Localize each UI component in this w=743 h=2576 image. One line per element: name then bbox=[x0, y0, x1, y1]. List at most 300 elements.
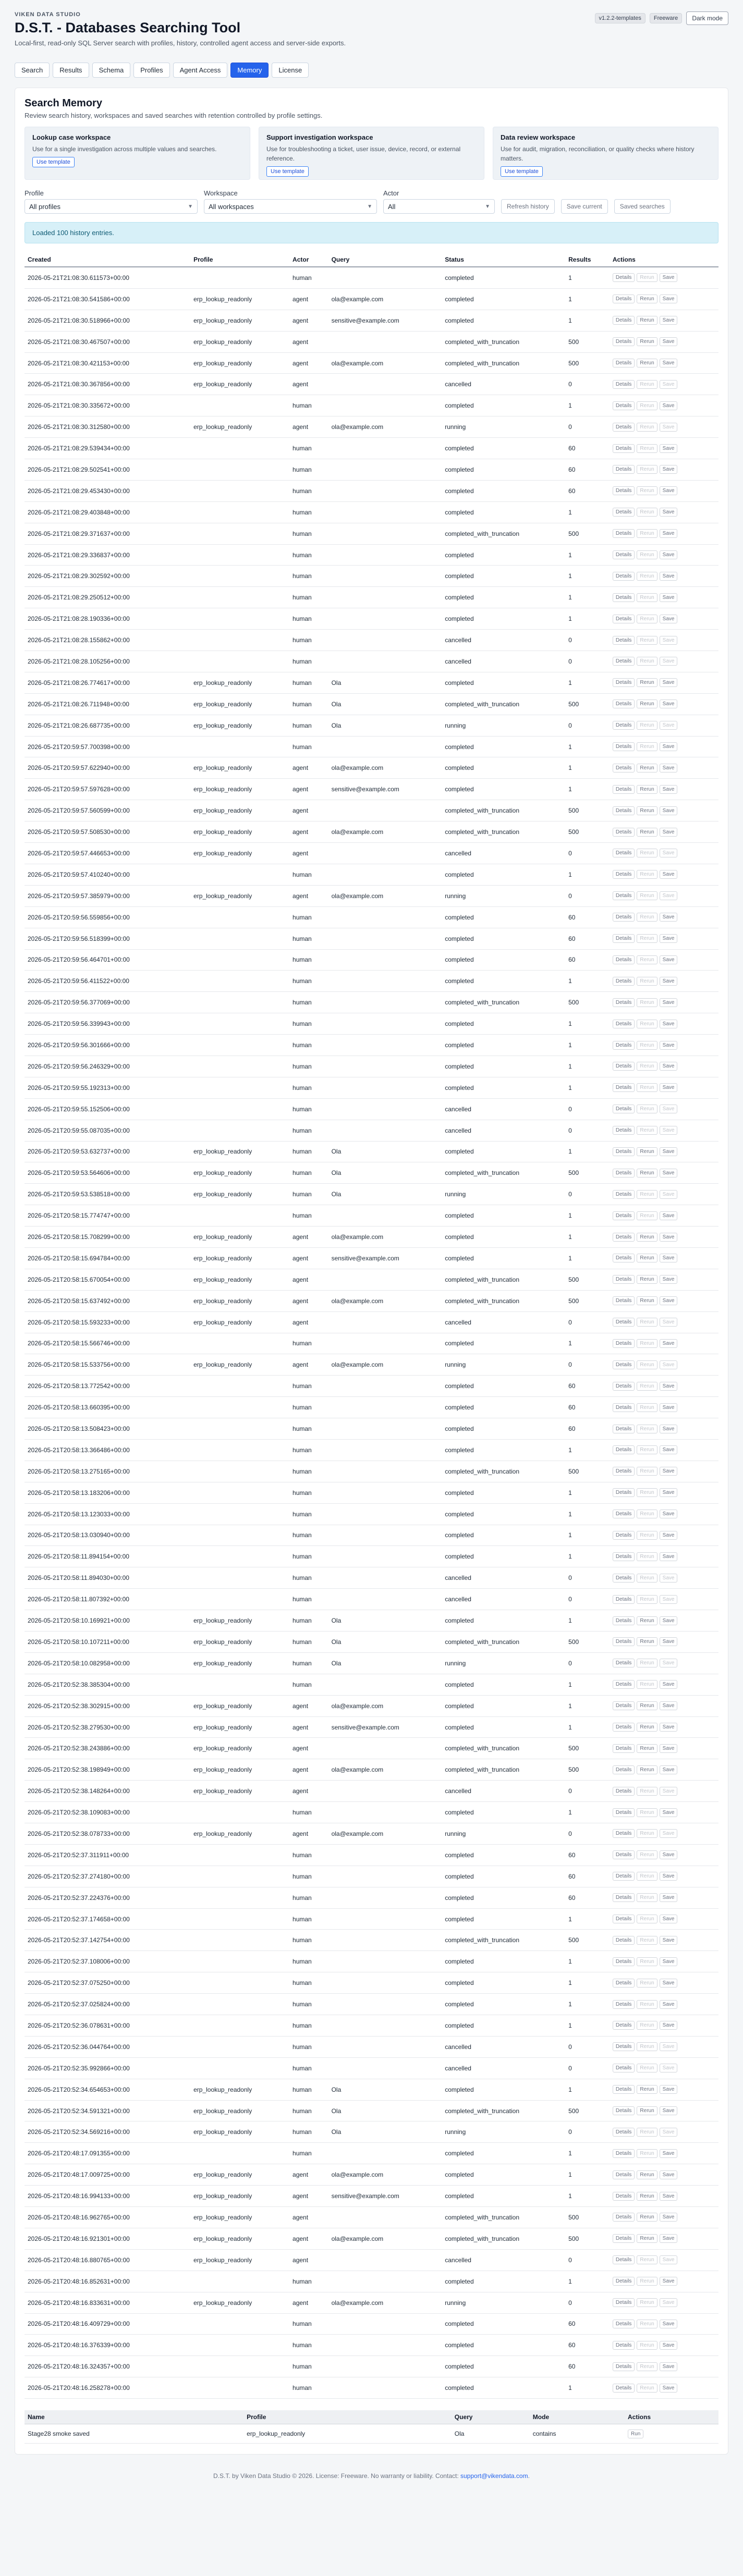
details-button[interactable]: Details bbox=[613, 423, 635, 432]
save-button[interactable]: Save bbox=[660, 1425, 678, 1433]
rerun-button[interactable]: Rerun bbox=[637, 1701, 657, 1710]
actor-select[interactable] bbox=[383, 199, 495, 214]
rerun-button[interactable]: Rerun bbox=[637, 423, 657, 432]
details-button[interactable]: Details bbox=[613, 2106, 635, 2115]
rerun-button[interactable]: Rerun bbox=[637, 1445, 657, 1454]
rerun-button[interactable]: Rerun bbox=[637, 1339, 657, 1348]
save-current-button[interactable]: Save current bbox=[561, 199, 608, 214]
rerun-button[interactable]: Rerun bbox=[637, 1318, 657, 1327]
details-button[interactable]: Details bbox=[613, 2064, 635, 2072]
details-button[interactable]: Details bbox=[613, 1467, 635, 1476]
save-button[interactable]: Save bbox=[660, 2213, 678, 2222]
rerun-button[interactable]: Rerun bbox=[637, 2085, 657, 2094]
rerun-button[interactable]: Rerun bbox=[637, 1936, 657, 1945]
details-button[interactable]: Details bbox=[613, 1531, 635, 1540]
rerun-button[interactable]: Rerun bbox=[637, 2213, 657, 2222]
details-button[interactable]: Details bbox=[613, 636, 635, 645]
details-button[interactable]: Details bbox=[613, 1105, 635, 1113]
save-button[interactable]: Save bbox=[660, 2000, 678, 2009]
save-button[interactable]: Save bbox=[660, 1041, 678, 1050]
details-button[interactable]: Details bbox=[613, 657, 635, 666]
details-button[interactable]: Details bbox=[613, 1723, 635, 1732]
save-button[interactable]: Save bbox=[660, 1488, 678, 1497]
rerun-button[interactable]: Rerun bbox=[637, 593, 657, 602]
save-button[interactable]: Save bbox=[660, 1744, 678, 1753]
rerun-button[interactable]: Rerun bbox=[637, 1787, 657, 1796]
save-button[interactable]: Save bbox=[660, 2192, 678, 2201]
rerun-button[interactable]: Rerun bbox=[637, 1083, 657, 1092]
save-button[interactable]: Save bbox=[660, 1531, 678, 1540]
rerun-button[interactable]: Rerun bbox=[637, 337, 657, 346]
rerun-button[interactable]: Rerun bbox=[637, 1296, 657, 1305]
run-button[interactable]: Run bbox=[628, 2430, 643, 2438]
rerun-button[interactable]: Rerun bbox=[637, 1190, 657, 1199]
save-button[interactable]: Save bbox=[660, 1275, 678, 1284]
details-button[interactable]: Details bbox=[613, 1616, 635, 1625]
save-button[interactable]: Save bbox=[660, 2085, 678, 2094]
details-button[interactable]: Details bbox=[613, 1957, 635, 1966]
rerun-button[interactable]: Rerun bbox=[637, 742, 657, 751]
save-button[interactable]: Save bbox=[660, 700, 678, 708]
save-button[interactable]: Save bbox=[660, 870, 678, 879]
save-button[interactable]: Save bbox=[660, 1723, 678, 1732]
workspace-select[interactable] bbox=[204, 199, 377, 214]
save-button[interactable]: Save bbox=[660, 2021, 678, 2030]
details-button[interactable]: Details bbox=[613, 1744, 635, 1753]
details-button[interactable]: Details bbox=[613, 1787, 635, 1796]
rerun-button[interactable]: Rerun bbox=[637, 806, 657, 815]
rerun-button[interactable]: Rerun bbox=[637, 1510, 657, 1518]
save-button[interactable]: Save bbox=[660, 721, 678, 730]
save-button[interactable]: Save bbox=[660, 1190, 678, 1199]
save-button[interactable]: Save bbox=[660, 1595, 678, 1604]
rerun-button[interactable]: Rerun bbox=[637, 1020, 657, 1028]
details-button[interactable]: Details bbox=[613, 1041, 635, 1050]
details-button[interactable]: Details bbox=[613, 593, 635, 602]
details-button[interactable]: Details bbox=[613, 380, 635, 389]
rerun-button[interactable]: Rerun bbox=[637, 2255, 657, 2264]
details-button[interactable]: Details bbox=[613, 2000, 635, 2009]
details-button[interactable]: Details bbox=[613, 359, 635, 367]
details-button[interactable]: Details bbox=[613, 1510, 635, 1518]
save-button[interactable]: Save bbox=[660, 2170, 678, 2179]
rerun-button[interactable]: Rerun bbox=[637, 1723, 657, 1732]
save-button[interactable]: Save bbox=[660, 1616, 678, 1625]
save-button[interactable]: Save bbox=[660, 572, 678, 581]
rerun-button[interactable]: Rerun bbox=[637, 2362, 657, 2371]
save-button[interactable]: Save bbox=[660, 380, 678, 389]
details-button[interactable]: Details bbox=[613, 1062, 635, 1071]
save-button[interactable]: Save bbox=[660, 828, 678, 837]
save-button[interactable]: Save bbox=[660, 1936, 678, 1945]
save-button[interactable]: Save bbox=[660, 1083, 678, 1092]
details-button[interactable]: Details bbox=[613, 444, 635, 453]
save-button[interactable]: Save bbox=[660, 1105, 678, 1113]
save-button[interactable]: Save bbox=[660, 806, 678, 815]
save-button[interactable]: Save bbox=[660, 2341, 678, 2350]
save-button[interactable]: Save bbox=[660, 359, 678, 367]
details-button[interactable]: Details bbox=[613, 1765, 635, 1774]
details-button[interactable]: Details bbox=[613, 1169, 635, 1177]
details-button[interactable]: Details bbox=[613, 955, 635, 964]
save-button[interactable]: Save bbox=[660, 2362, 678, 2371]
rerun-button[interactable]: Rerun bbox=[637, 1211, 657, 1220]
rerun-button[interactable]: Rerun bbox=[637, 1041, 657, 1050]
save-button[interactable]: Save bbox=[660, 1850, 678, 1859]
rerun-button[interactable]: Rerun bbox=[637, 764, 657, 772]
details-button[interactable]: Details bbox=[613, 1147, 635, 1156]
details-button[interactable]: Details bbox=[613, 2320, 635, 2328]
rerun-button[interactable]: Rerun bbox=[637, 2000, 657, 2009]
rerun-button[interactable]: Rerun bbox=[637, 508, 657, 517]
rerun-button[interactable]: Rerun bbox=[637, 2320, 657, 2328]
save-button[interactable]: Save bbox=[660, 1765, 678, 1774]
rerun-button[interactable]: Rerun bbox=[637, 2170, 657, 2179]
save-button[interactable]: Save bbox=[660, 295, 678, 303]
details-button[interactable]: Details bbox=[613, 2234, 635, 2243]
save-button[interactable]: Save bbox=[660, 636, 678, 645]
details-button[interactable]: Details bbox=[613, 1979, 635, 1988]
details-button[interactable]: Details bbox=[613, 1808, 635, 1817]
rerun-button[interactable]: Rerun bbox=[637, 1425, 657, 1433]
save-button[interactable]: Save bbox=[660, 1829, 678, 1838]
details-button[interactable]: Details bbox=[613, 2341, 635, 2350]
rerun-button[interactable]: Rerun bbox=[637, 1147, 657, 1156]
rerun-button[interactable]: Rerun bbox=[637, 1360, 657, 1369]
save-button[interactable]: Save bbox=[660, 1445, 678, 1454]
details-button[interactable]: Details bbox=[613, 700, 635, 708]
save-button[interactable]: Save bbox=[660, 1659, 678, 1667]
save-button[interactable]: Save bbox=[660, 913, 678, 922]
rerun-button[interactable]: Rerun bbox=[637, 700, 657, 708]
save-button[interactable]: Save bbox=[660, 529, 678, 538]
save-button[interactable]: Save bbox=[660, 1318, 678, 1327]
save-button[interactable]: Save bbox=[660, 1211, 678, 1220]
save-button[interactable]: Save bbox=[660, 934, 678, 943]
details-button[interactable]: Details bbox=[613, 550, 635, 559]
details-button[interactable]: Details bbox=[613, 2021, 635, 2030]
save-button[interactable]: Save bbox=[660, 1574, 678, 1583]
details-button[interactable]: Details bbox=[613, 870, 635, 879]
details-button[interactable]: Details bbox=[613, 1339, 635, 1348]
details-button[interactable]: Details bbox=[613, 1425, 635, 1433]
rerun-button[interactable]: Rerun bbox=[637, 828, 657, 837]
rerun-button[interactable]: Rerun bbox=[637, 572, 657, 581]
details-button[interactable]: Details bbox=[613, 295, 635, 303]
details-button[interactable]: Details bbox=[613, 1680, 635, 1689]
rerun-button[interactable]: Rerun bbox=[637, 891, 657, 900]
details-button[interactable]: Details bbox=[613, 2085, 635, 2094]
save-button[interactable]: Save bbox=[660, 486, 678, 495]
save-button[interactable]: Save bbox=[660, 2149, 678, 2158]
details-button[interactable]: Details bbox=[613, 764, 635, 772]
rerun-button[interactable]: Rerun bbox=[637, 1637, 657, 1646]
save-button[interactable]: Save bbox=[660, 785, 678, 794]
details-button[interactable]: Details bbox=[613, 2042, 635, 2051]
save-button[interactable]: Save bbox=[660, 1360, 678, 1369]
save-button[interactable]: Save bbox=[660, 1979, 678, 1988]
use-template-button[interactable]: Use template bbox=[32, 157, 75, 167]
details-button[interactable]: Details bbox=[613, 1360, 635, 1369]
support-email-link[interactable]: support@vikendata.com bbox=[460, 2472, 528, 2480]
details-button[interactable]: Details bbox=[613, 2255, 635, 2264]
details-button[interactable]: Details bbox=[613, 337, 635, 346]
save-button[interactable]: Save bbox=[660, 550, 678, 559]
details-button[interactable]: Details bbox=[613, 1936, 635, 1945]
details-button[interactable]: Details bbox=[613, 1915, 635, 1923]
details-button[interactable]: Details bbox=[613, 465, 635, 474]
details-button[interactable]: Details bbox=[613, 891, 635, 900]
save-button[interactable]: Save bbox=[660, 1147, 678, 1156]
save-button[interactable]: Save bbox=[660, 1552, 678, 1561]
save-button[interactable]: Save bbox=[660, 508, 678, 517]
rerun-button[interactable]: Rerun bbox=[637, 1957, 657, 1966]
details-button[interactable]: Details bbox=[613, 508, 635, 517]
details-button[interactable]: Details bbox=[613, 2384, 635, 2393]
rerun-button[interactable]: Rerun bbox=[637, 2384, 657, 2393]
dark-mode-button[interactable]: Dark mode bbox=[686, 11, 728, 25]
rerun-button[interactable]: Rerun bbox=[637, 678, 657, 687]
details-button[interactable]: Details bbox=[613, 913, 635, 922]
details-button[interactable]: Details bbox=[613, 1637, 635, 1646]
save-button[interactable]: Save bbox=[660, 1467, 678, 1476]
details-button[interactable]: Details bbox=[613, 934, 635, 943]
rerun-button[interactable]: Rerun bbox=[637, 359, 657, 367]
rerun-button[interactable]: Rerun bbox=[637, 2149, 657, 2158]
rerun-button[interactable]: Rerun bbox=[637, 998, 657, 1007]
details-button[interactable]: Details bbox=[613, 1275, 635, 1284]
save-button[interactable]: Save bbox=[660, 316, 678, 325]
rerun-button[interactable]: Rerun bbox=[637, 2192, 657, 2201]
use-template-button[interactable]: Use template bbox=[501, 166, 543, 177]
rerun-button[interactable]: Rerun bbox=[637, 273, 657, 282]
rerun-button[interactable]: Rerun bbox=[637, 465, 657, 474]
rerun-button[interactable]: Rerun bbox=[637, 401, 657, 410]
rerun-button[interactable]: Rerun bbox=[637, 849, 657, 857]
rerun-button[interactable]: Rerun bbox=[637, 486, 657, 495]
details-button[interactable]: Details bbox=[613, 2277, 635, 2286]
save-button[interactable]: Save bbox=[660, 1893, 678, 1902]
rerun-button[interactable]: Rerun bbox=[637, 1254, 657, 1262]
save-button[interactable]: Save bbox=[660, 2320, 678, 2328]
details-button[interactable]: Details bbox=[613, 678, 635, 687]
tab-schema[interactable]: Schema bbox=[92, 63, 131, 78]
save-button[interactable]: Save bbox=[660, 1062, 678, 1071]
rerun-button[interactable]: Rerun bbox=[637, 1126, 657, 1135]
save-button[interactable]: Save bbox=[660, 1254, 678, 1262]
save-button[interactable]: Save bbox=[660, 593, 678, 602]
rerun-button[interactable]: Rerun bbox=[637, 1765, 657, 1774]
rerun-button[interactable]: Rerun bbox=[637, 1872, 657, 1881]
details-button[interactable]: Details bbox=[613, 1318, 635, 1327]
details-button[interactable]: Details bbox=[613, 2362, 635, 2371]
save-button[interactable]: Save bbox=[660, 615, 678, 623]
rerun-button[interactable]: Rerun bbox=[637, 2064, 657, 2072]
rerun-button[interactable]: Rerun bbox=[637, 444, 657, 453]
rerun-button[interactable]: Rerun bbox=[637, 1275, 657, 1284]
rerun-button[interactable]: Rerun bbox=[637, 2277, 657, 2286]
rerun-button[interactable]: Rerun bbox=[637, 1105, 657, 1113]
save-button[interactable]: Save bbox=[660, 401, 678, 410]
save-button[interactable]: Save bbox=[660, 444, 678, 453]
details-button[interactable]: Details bbox=[613, 1083, 635, 1092]
details-button[interactable]: Details bbox=[613, 2298, 635, 2307]
rerun-button[interactable]: Rerun bbox=[637, 1552, 657, 1561]
save-button[interactable]: Save bbox=[660, 1680, 678, 1689]
details-button[interactable]: Details bbox=[613, 806, 635, 815]
save-button[interactable]: Save bbox=[660, 2042, 678, 2051]
details-button[interactable]: Details bbox=[613, 529, 635, 538]
rerun-button[interactable]: Rerun bbox=[637, 1062, 657, 1071]
save-button[interactable]: Save bbox=[660, 337, 678, 346]
details-button[interactable]: Details bbox=[613, 998, 635, 1007]
rerun-button[interactable]: Rerun bbox=[637, 1979, 657, 1988]
save-button[interactable]: Save bbox=[660, 1808, 678, 1817]
save-button[interactable]: Save bbox=[660, 1510, 678, 1518]
details-button[interactable]: Details bbox=[613, 1296, 635, 1305]
details-button[interactable]: Details bbox=[613, 1254, 635, 1262]
tab-agent-access[interactable]: Agent Access bbox=[173, 63, 228, 78]
rerun-button[interactable]: Rerun bbox=[637, 1595, 657, 1604]
save-button[interactable]: Save bbox=[660, 2277, 678, 2286]
save-button[interactable]: Save bbox=[660, 2255, 678, 2264]
rerun-button[interactable]: Rerun bbox=[637, 380, 657, 389]
details-button[interactable]: Details bbox=[613, 316, 635, 325]
tab-memory[interactable]: Memory bbox=[230, 63, 269, 78]
rerun-button[interactable]: Rerun bbox=[637, 295, 657, 303]
save-button[interactable]: Save bbox=[660, 2106, 678, 2115]
save-button[interactable]: Save bbox=[660, 1382, 678, 1391]
rerun-button[interactable]: Rerun bbox=[637, 1850, 657, 1859]
details-button[interactable]: Details bbox=[613, 1701, 635, 1710]
rerun-button[interactable]: Rerun bbox=[637, 1467, 657, 1476]
rerun-button[interactable]: Rerun bbox=[637, 1744, 657, 1753]
details-button[interactable]: Details bbox=[613, 615, 635, 623]
rerun-button[interactable]: Rerun bbox=[637, 955, 657, 964]
details-button[interactable]: Details bbox=[613, 486, 635, 495]
save-button[interactable]: Save bbox=[660, 955, 678, 964]
details-button[interactable]: Details bbox=[613, 401, 635, 410]
details-button[interactable]: Details bbox=[613, 1829, 635, 1838]
rerun-button[interactable]: Rerun bbox=[637, 1659, 657, 1667]
rerun-button[interactable]: Rerun bbox=[637, 913, 657, 922]
save-button[interactable]: Save bbox=[660, 998, 678, 1007]
save-button[interactable]: Save bbox=[660, 1233, 678, 1242]
rerun-button[interactable]: Rerun bbox=[637, 2341, 657, 2350]
rerun-button[interactable]: Rerun bbox=[637, 1616, 657, 1625]
rerun-button[interactable]: Rerun bbox=[637, 1382, 657, 1391]
rerun-button[interactable]: Rerun bbox=[637, 2128, 657, 2137]
use-template-button[interactable]: Use template bbox=[266, 166, 309, 177]
rerun-button[interactable]: Rerun bbox=[637, 2042, 657, 2051]
saved-searches-button[interactable]: Saved searches bbox=[614, 199, 671, 214]
rerun-button[interactable]: Rerun bbox=[637, 2298, 657, 2307]
details-button[interactable]: Details bbox=[613, 1488, 635, 1497]
details-button[interactable]: Details bbox=[613, 2192, 635, 2201]
save-button[interactable]: Save bbox=[660, 2064, 678, 2072]
save-button[interactable]: Save bbox=[660, 849, 678, 857]
save-button[interactable]: Save bbox=[660, 742, 678, 751]
details-button[interactable]: Details bbox=[613, 572, 635, 581]
save-button[interactable]: Save bbox=[660, 764, 678, 772]
save-button[interactable]: Save bbox=[660, 1787, 678, 1796]
save-button[interactable]: Save bbox=[660, 2298, 678, 2307]
details-button[interactable]: Details bbox=[613, 742, 635, 751]
rerun-button[interactable]: Rerun bbox=[637, 316, 657, 325]
rerun-button[interactable]: Rerun bbox=[637, 1915, 657, 1923]
save-button[interactable]: Save bbox=[660, 2128, 678, 2137]
save-button[interactable]: Save bbox=[660, 1915, 678, 1923]
details-button[interactable]: Details bbox=[613, 1893, 635, 1902]
rerun-button[interactable]: Rerun bbox=[637, 977, 657, 986]
save-button[interactable]: Save bbox=[660, 465, 678, 474]
save-button[interactable]: Save bbox=[660, 891, 678, 900]
save-button[interactable]: Save bbox=[660, 1701, 678, 1710]
details-button[interactable]: Details bbox=[613, 2128, 635, 2137]
rerun-button[interactable]: Rerun bbox=[637, 2234, 657, 2243]
tab-profiles[interactable]: Profiles bbox=[133, 63, 169, 78]
details-button[interactable]: Details bbox=[613, 721, 635, 730]
save-button[interactable]: Save bbox=[660, 423, 678, 432]
save-button[interactable]: Save bbox=[660, 1169, 678, 1177]
save-button[interactable]: Save bbox=[660, 2384, 678, 2393]
details-button[interactable]: Details bbox=[613, 1574, 635, 1583]
rerun-button[interactable]: Rerun bbox=[637, 550, 657, 559]
save-button[interactable]: Save bbox=[660, 1637, 678, 1646]
save-button[interactable]: Save bbox=[660, 657, 678, 666]
details-button[interactable]: Details bbox=[613, 1872, 635, 1881]
details-button[interactable]: Details bbox=[613, 1211, 635, 1220]
details-button[interactable]: Details bbox=[613, 1552, 635, 1561]
rerun-button[interactable]: Rerun bbox=[637, 1808, 657, 1817]
details-button[interactable]: Details bbox=[613, 977, 635, 986]
save-button[interactable]: Save bbox=[660, 1339, 678, 1348]
details-button[interactable]: Details bbox=[613, 1403, 635, 1412]
rerun-button[interactable]: Rerun bbox=[637, 1829, 657, 1838]
rerun-button[interactable]: Rerun bbox=[637, 934, 657, 943]
rerun-button[interactable]: Rerun bbox=[637, 615, 657, 623]
save-button[interactable]: Save bbox=[660, 1872, 678, 1881]
details-button[interactable]: Details bbox=[613, 849, 635, 857]
rerun-button[interactable]: Rerun bbox=[637, 1531, 657, 1540]
rerun-button[interactable]: Rerun bbox=[637, 1169, 657, 1177]
rerun-button[interactable]: Rerun bbox=[637, 1233, 657, 1242]
save-button[interactable]: Save bbox=[660, 1296, 678, 1305]
save-button[interactable]: Save bbox=[660, 1126, 678, 1135]
rerun-button[interactable]: Rerun bbox=[637, 785, 657, 794]
save-button[interactable]: Save bbox=[660, 273, 678, 282]
rerun-button[interactable]: Rerun bbox=[637, 1574, 657, 1583]
details-button[interactable]: Details bbox=[613, 1382, 635, 1391]
details-button[interactable]: Details bbox=[613, 828, 635, 837]
refresh-history-button[interactable]: Refresh history bbox=[501, 199, 555, 214]
save-button[interactable]: Save bbox=[660, 1403, 678, 1412]
details-button[interactable]: Details bbox=[613, 273, 635, 282]
details-button[interactable]: Details bbox=[613, 2149, 635, 2158]
details-button[interactable]: Details bbox=[613, 1126, 635, 1135]
rerun-button[interactable]: Rerun bbox=[637, 2106, 657, 2115]
details-button[interactable]: Details bbox=[613, 2170, 635, 2179]
tab-results[interactable]: Results bbox=[53, 63, 89, 78]
rerun-button[interactable]: Rerun bbox=[637, 2021, 657, 2030]
details-button[interactable]: Details bbox=[613, 1233, 635, 1242]
details-button[interactable]: Details bbox=[613, 1190, 635, 1199]
details-button[interactable]: Details bbox=[613, 1850, 635, 1859]
save-button[interactable]: Save bbox=[660, 977, 678, 986]
profile-select[interactable] bbox=[25, 199, 198, 214]
details-button[interactable]: Details bbox=[613, 1445, 635, 1454]
rerun-button[interactable]: Rerun bbox=[637, 870, 657, 879]
